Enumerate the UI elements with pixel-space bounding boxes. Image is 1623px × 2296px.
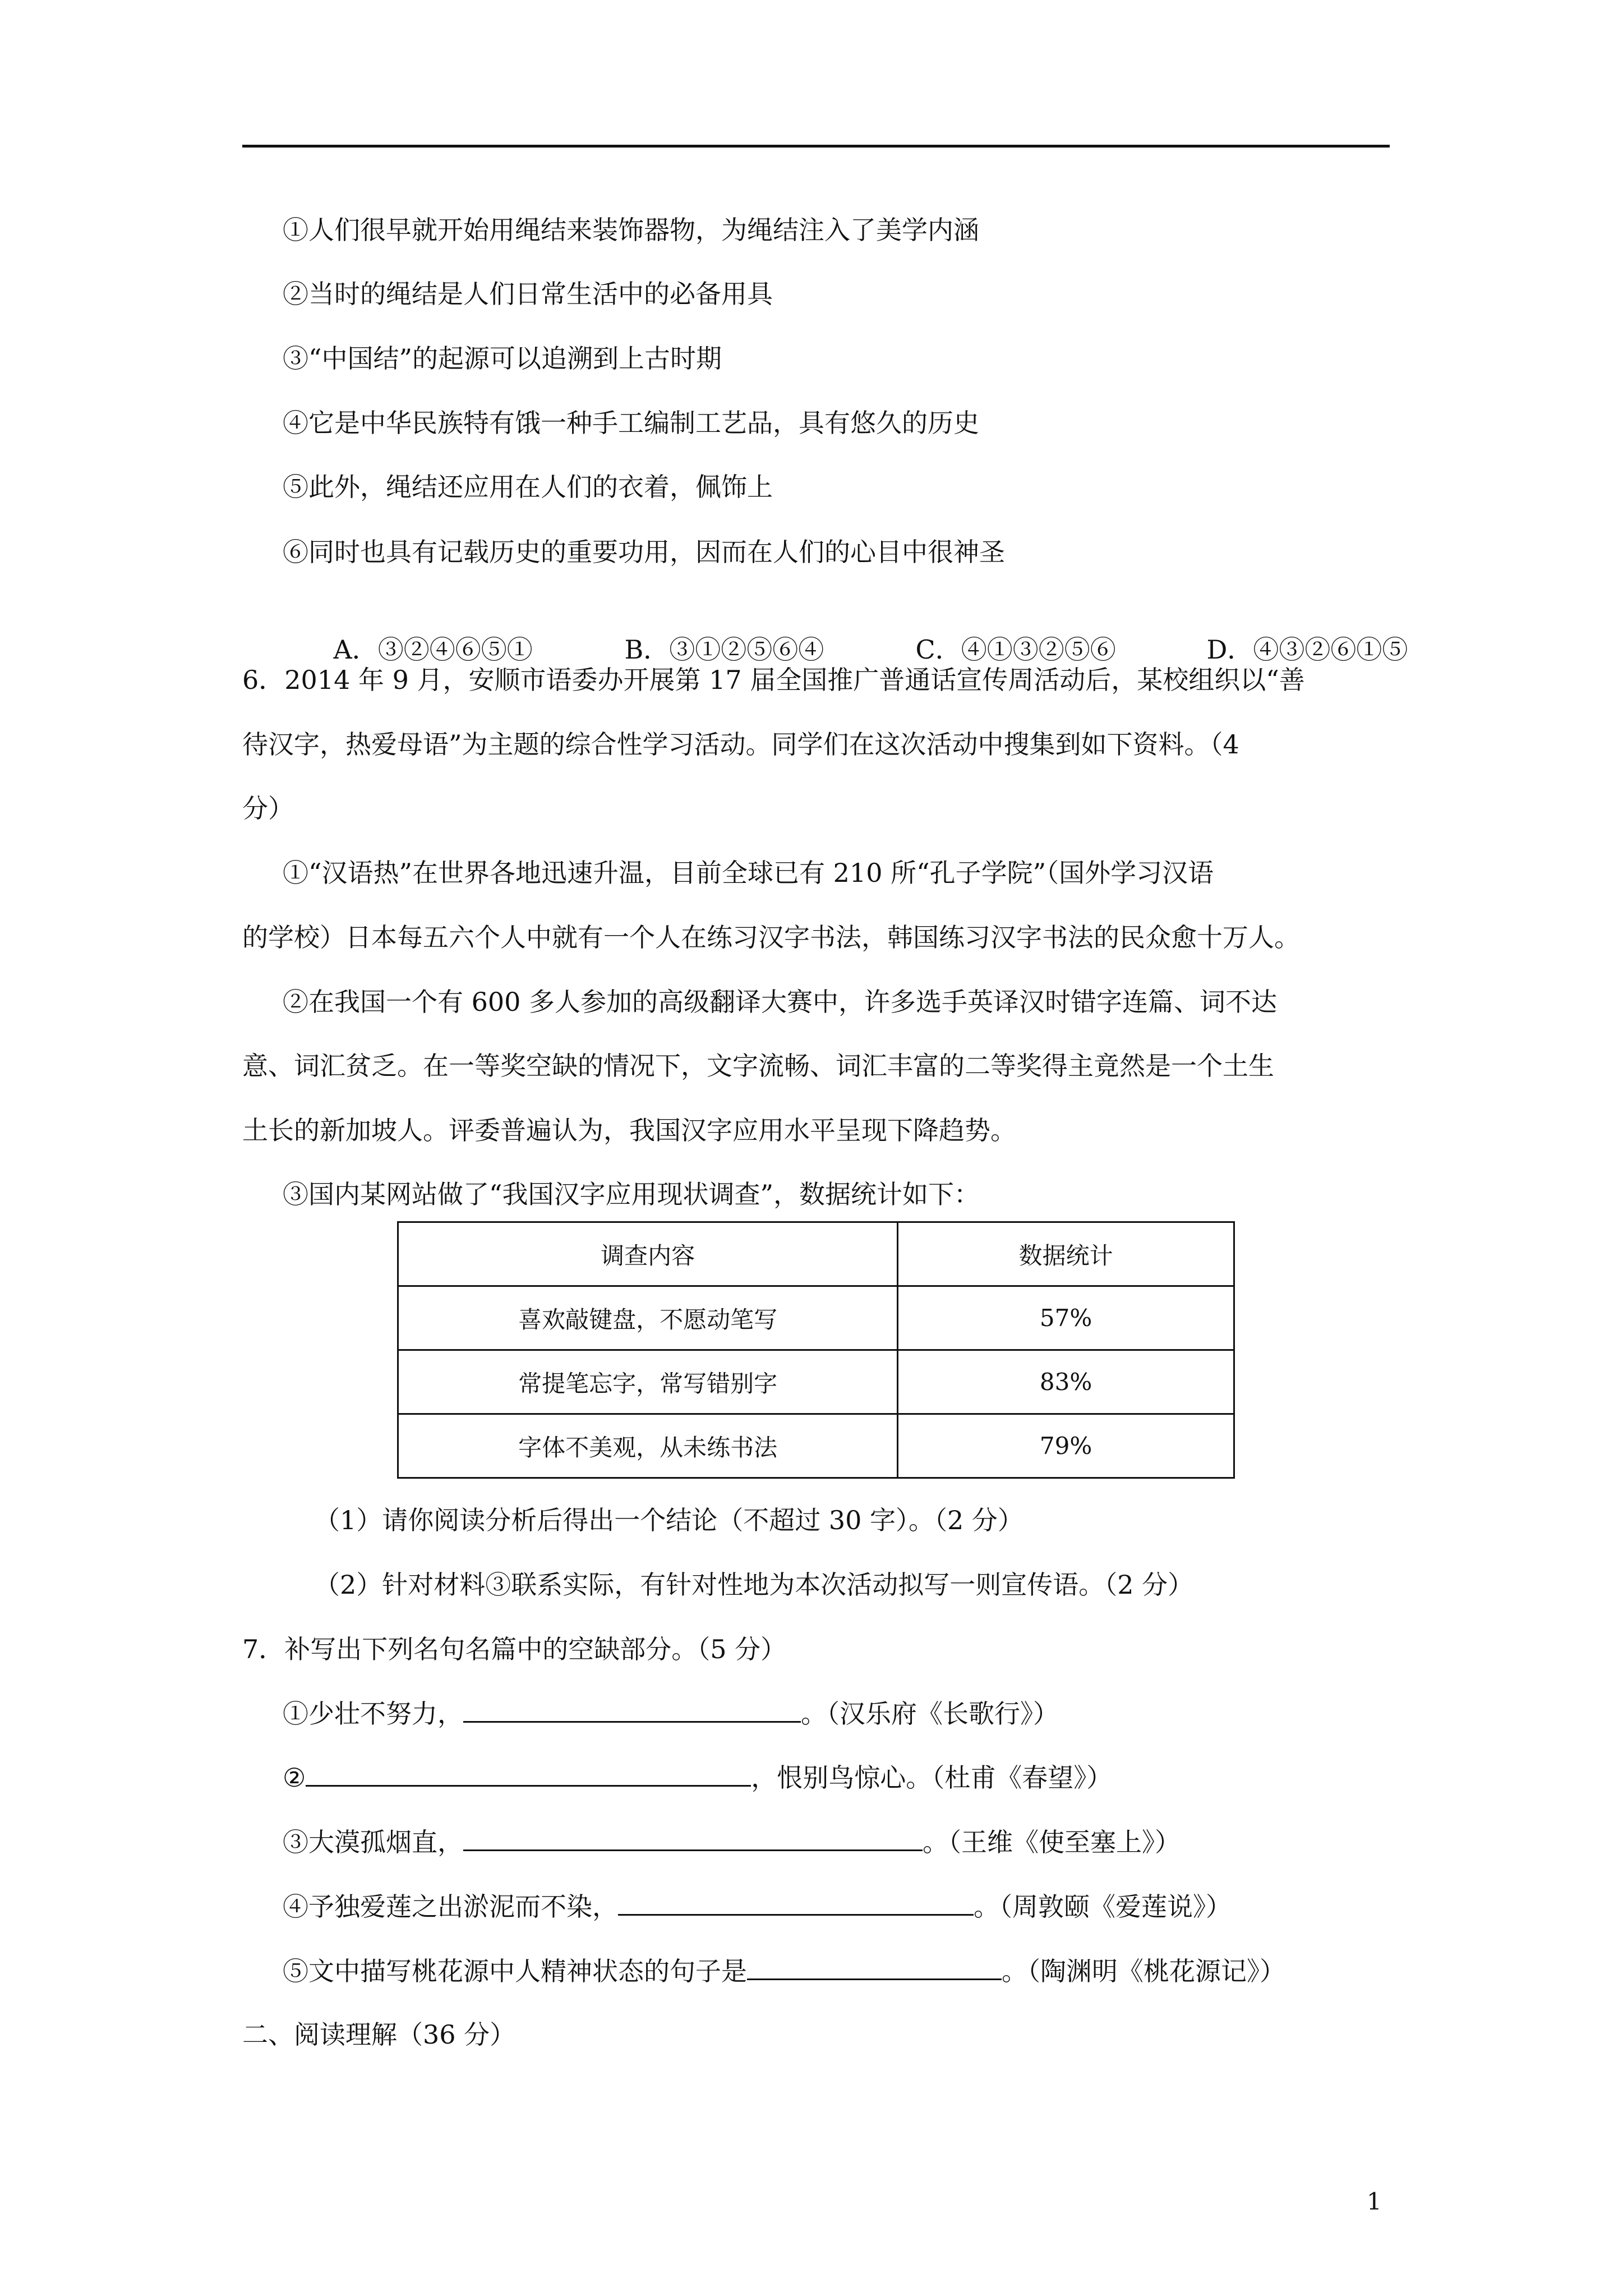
section-2-heading: 二、阅读理解（36 分）	[242, 2019, 516, 2050]
fill-3-prefix: ③大漠孤烟直，	[283, 1827, 463, 1857]
page-number: 1	[1367, 2188, 1382, 2215]
fill-2-prefix: ②	[283, 1763, 306, 1793]
answer-blank-4[interactable]	[618, 1889, 974, 1916]
table-header-stat: 数据统计	[898, 1222, 1234, 1286]
table-row	[398, 1350, 1234, 1414]
fill-line-1	[283, 1696, 1059, 1731]
fill-line-4	[283, 1889, 1232, 1924]
answer-blank-1[interactable]	[463, 1696, 801, 1723]
q6-line-1: 6．2014 年 9 月，安顺市语委办开展第 17 届全国推广普通话宣传周活动后，某校组织以“善	[242, 665, 1305, 695]
sentence-item-6: ⑥同时也具有记载历史的重要功用，因而在人们的心目中很神圣	[283, 537, 1005, 567]
option-b: B．③①②⑤⑥④	[624, 634, 824, 665]
option-d: D．④③②⑥①⑤	[1206, 634, 1408, 665]
sentence-item-3: ③“中国结”的起源可以追溯到上古时期	[283, 343, 722, 374]
q6-subquestion-2: （2）针对材料③联系实际，有针对性地为本次活动拟写一则宣传语。（2 分）	[314, 1570, 1194, 1600]
fill-3-suffix: 。（王维《使至塞上》）	[923, 1827, 1181, 1857]
answer-blank-2[interactable]	[306, 1760, 751, 1787]
table-cell-content: 喜欢敲键盘，不愿动笔写	[398, 1286, 898, 1350]
table-row	[398, 1414, 1234, 1478]
fill-4-prefix: ④予独爱莲之出淤泥而不染，	[283, 1892, 618, 1922]
material-1-line-2: 的学校）日本每五六个人中就有一个人在练习汉字书法，韩国练习汉字书法的民众愈十万人。	[242, 922, 1300, 953]
option-a: A．③②④⑥⑤①	[333, 634, 533, 665]
table-header-content: 调查内容	[398, 1222, 898, 1286]
fill-5-prefix: ⑤文中描写桃花源中人精神状态的句子是	[283, 1956, 747, 1986]
option-c: C．④①③②⑤⑥	[915, 634, 1116, 665]
material-1-line-1: ①“汉语热”在世界各地迅速升温，目前全球已有 210 所“孔子学院”（国外学习汉语	[283, 858, 1214, 888]
sentence-item-4: ④它是中华民族特有饿一种手工编制工艺品，具有悠久的历史	[283, 408, 979, 438]
q6-subquestion-1: （1）请你阅读分析后得出一个结论（不超过 30 字）。（2 分）	[314, 1505, 1023, 1535]
fill-line-3	[283, 1825, 1181, 1859]
table-cell-content: 字体不美观，从未练书法	[398, 1414, 898, 1478]
table-cell-stat: 83%	[898, 1350, 1234, 1414]
sentence-item-5: ⑤此外，绳结还应用在人们的衣着，佩饰上	[283, 472, 773, 502]
table-cell-content: 常提笔忘字，常写错别字	[398, 1350, 898, 1414]
sentence-item-2: ②当时的绳结是人们日常生活中的必备用具	[283, 279, 773, 309]
material-2-line-1: ②在我国一个有 600 多人参加的高级翻译大赛中，许多选手英译汉时错字连篇、词不达	[283, 987, 1278, 1017]
fill-2-suffix: ，恨别鸟惊心。（杜甫《春望》）	[751, 1763, 1113, 1793]
fill-line-5	[283, 1954, 1285, 1988]
answer-blank-3[interactable]	[463, 1825, 923, 1851]
q6-line-2: 待汉字，热爱母语”为主题的综合性学习活动。同学们在这次活动中搜集到如下资料。（4	[242, 729, 1239, 760]
survey-table	[397, 1221, 1235, 1479]
q7-title: 7．补写出下列名句名篇中的空缺部分。（5 分）	[242, 1634, 787, 1664]
q6-line-3: 分）	[242, 793, 294, 823]
material-3-line: ③国内某网站做了“我国汉字应用现状调查”，数据统计如下：	[283, 1179, 980, 1209]
table-header-row	[398, 1222, 1234, 1286]
fill-line-2	[283, 1760, 1112, 1795]
material-2-line-3: 土长的新加坡人。评委普遍认为，我国汉字应用水平呈现下降趋势。	[242, 1115, 1016, 1145]
fill-4-suffix: 。（周敦颐《爱莲说》）	[974, 1892, 1232, 1922]
answer-blank-5[interactable]	[747, 1954, 1002, 1980]
material-2-line-2: 意、词汇贫乏。在一等奖空缺的情况下，文字流畅、词汇丰富的二等奖得主竟然是一个土生	[242, 1051, 1274, 1081]
fill-1-prefix: ①少壮不努力，	[283, 1699, 463, 1729]
table-row	[398, 1286, 1234, 1350]
fill-5-suffix: 。（陶渊明《桃花源记》）	[1002, 1956, 1285, 1986]
table-cell-stat: 57%	[898, 1286, 1234, 1350]
sentence-item-1: ①人们很早就开始用绳结来装饰器物，为绳结注入了美学内涵	[283, 215, 979, 245]
fill-1-suffix: 。（汉乐府《长歌行》）	[801, 1699, 1059, 1729]
header-rule	[242, 145, 1390, 148]
table-cell-stat: 79%	[898, 1414, 1234, 1478]
